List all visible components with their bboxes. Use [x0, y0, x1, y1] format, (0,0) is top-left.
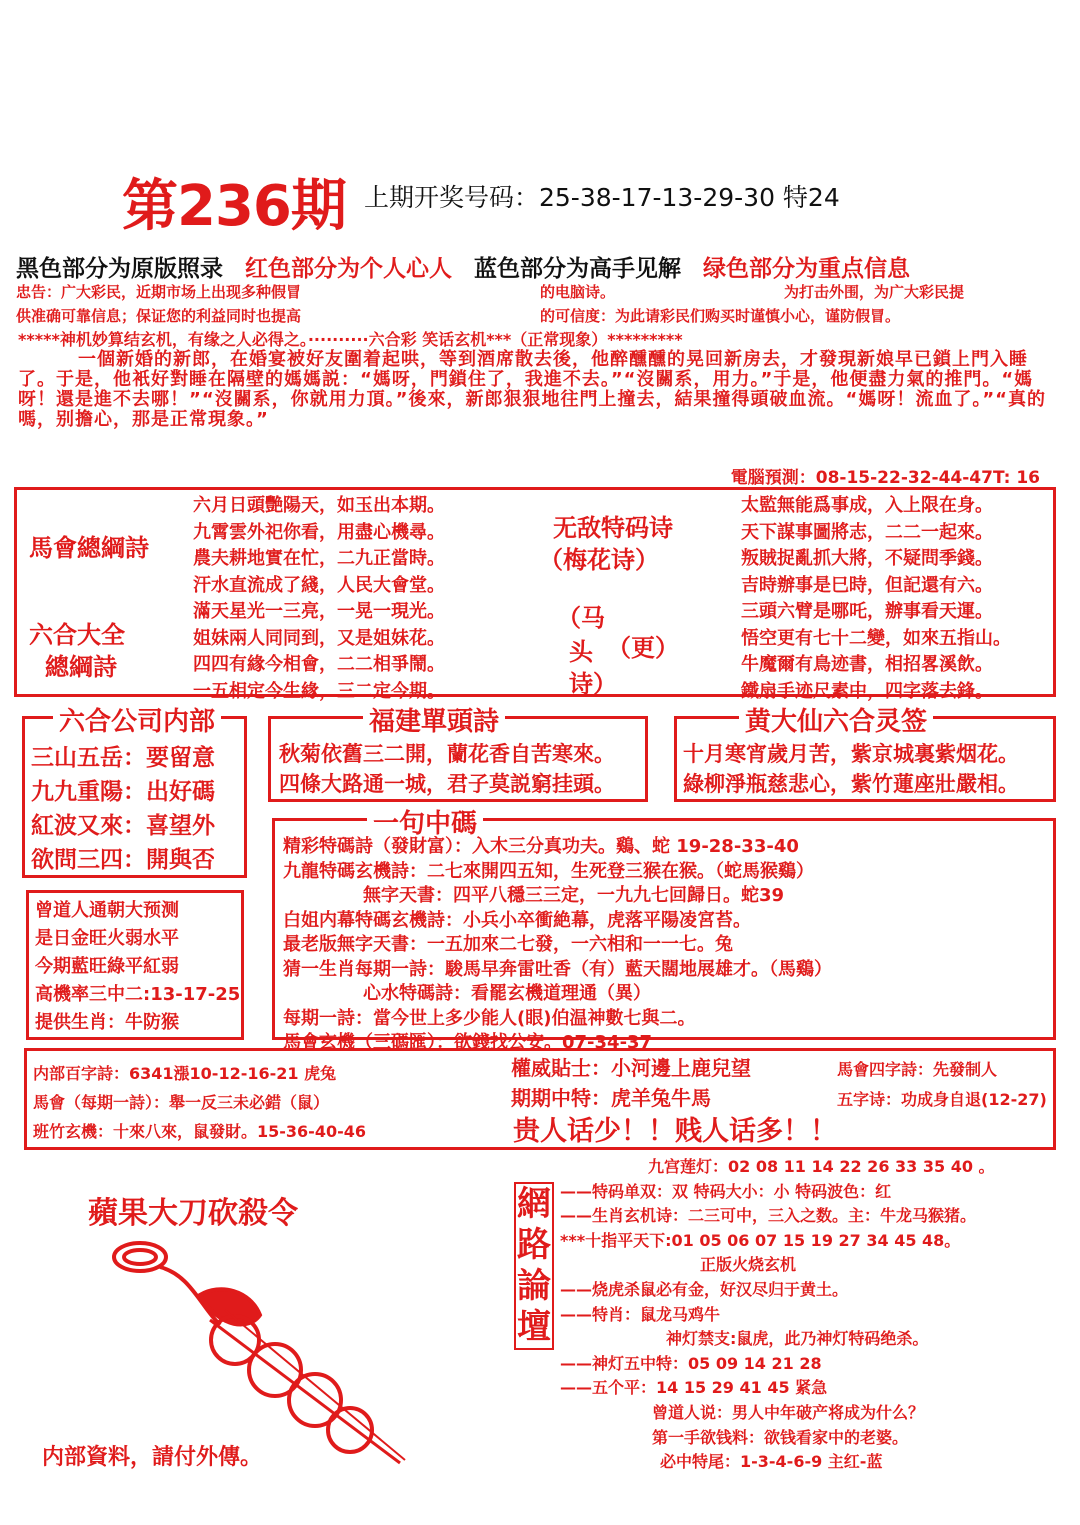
joke-story: 一個新婚的新郎，在婚宴被好友圍着起哄，等到酒席散去後，他醉醺醺的晃回新房去，才發現新娘早已鎖上門入睡了。于是，他衹好對睡在隔壁的媽媽説：“媽呀，門鎖住了，我進不去。”“沒關系，用力。”于是，他便盡力氣的推門。“媽呀！還是進不去哪！”“沒關系，你就用力頂。”後來，新郎狠狠地往門上撞去，結果撞得頭破血流。“媽呀！流血了。”“真的嗎，别擔心，那是正常現象。” — [18, 349, 1046, 430]
forum-line: 必中特尾：1-3-4-6-9 主红-蓝 — [660, 1452, 883, 1472]
middle-band — [24, 1048, 1056, 1150]
one-word-row: 馬會玄機（三碼匯）：欲錢找公安。07-34-37 — [283, 1032, 653, 1053]
company-box — [22, 707, 247, 878]
poem-title-2a: 六合大全 — [29, 621, 125, 649]
apple-footer: 内部資料，請付外傳。 — [42, 1445, 263, 1470]
legend-black: 黑色部分为原版照录 — [16, 256, 223, 282]
wong-rows — [683, 739, 1019, 799]
sword-icon — [114, 1243, 405, 1463]
middle-tips — [511, 1053, 751, 1113]
forum-line: ——特码单双：双 特码大小：小 特码波色：红 — [560, 1181, 892, 1201]
poem-line: 農夫耕地實在忙，二九正當時。 — [193, 548, 445, 569]
forum-line: 正版火烧玄机 — [700, 1255, 797, 1275]
forum-line: 第一手欲钱料：欲钱看家中的老婆。 — [652, 1427, 909, 1447]
color-legend — [16, 250, 924, 283]
poem-title-2b: 總綱詩 — [45, 653, 117, 681]
warning-row1-b: 的电脑诗。 — [540, 283, 616, 301]
one-word-row: 九龍特碼玄機詩：二七來開四五知，生死登三猴在猴。（蛇馬猴鷄） — [283, 860, 814, 882]
middle-tip: 期期中特：虎羊兔牛馬 — [511, 1086, 711, 1110]
poem-line: 牛魔爾有鳥迹書，相招畧溪飲。 — [741, 654, 993, 675]
company-title: 六合公司内部 — [53, 701, 221, 738]
company-row: 欲問三四：開與否 — [31, 847, 215, 873]
poem-center-title: 无敌特码诗 — [553, 514, 673, 542]
daoren-row: 是日金旺火弱水平 — [35, 928, 179, 949]
sword-illustration — [100, 1235, 420, 1470]
company-row: 紅波又來：喜望外 — [31, 813, 215, 839]
warning-row1-a: 忠告：广大彩民，近期市场上出现多种假冒 — [16, 283, 302, 301]
forum-line: 曾道人说：男人中年破产将成为什么？ — [652, 1402, 925, 1422]
forum-line: ***十指平天下:01 05 06 07 15 19 27 34 45 48。 — [560, 1230, 961, 1250]
legend-red: 红色部分为个人心人 — [245, 256, 453, 282]
poem-center-subtitle: （梅花诗） — [539, 546, 659, 574]
middle-right — [837, 1055, 1047, 1115]
legend-green: 绿色部分为重点信息 — [703, 256, 911, 282]
company-rows — [31, 741, 215, 877]
one-word-rows — [283, 835, 832, 1056]
poem-right-lines — [741, 493, 1011, 705]
forum-line: ——生肖玄机诗：二三可中，三入之数。主：牛龙马猴猪。 — [560, 1206, 977, 1226]
one-word-row: 猜一生肖每期一詩：駿馬早奔雷吐香（有）藍天闊地展雄才。（馬鷄） — [283, 958, 832, 980]
one-word-row: 最老版無字天書：一五加來二七發，一六相和一一七。兔 — [283, 934, 733, 955]
daoren-row: 今期藍旺綠平紅弱 — [35, 956, 179, 977]
middle-left-row: 班竹玄機：十來八來，鼠發財。15-36-40-46 — [33, 1122, 366, 1141]
one-word-box — [272, 809, 1056, 1053]
wong-row: 十月寒宵歲月苦，紫京城裏紫烟花。 — [683, 742, 1019, 766]
middle-right-row: 馬會四字詩：先發制人 — [837, 1060, 998, 1079]
wong-tai-sin-box — [674, 707, 1056, 802]
poem-line: 姐妹兩人同同到，又是姐妹花。 — [193, 627, 445, 649]
poem-center-d: 诗） — [569, 670, 617, 698]
company-row: 三山五岳：要留意 — [31, 745, 215, 771]
forum-lines — [560, 1155, 995, 1475]
forum-line: ——烧虎杀鼠必有金，好汉尽归于黄土。 — [560, 1279, 849, 1299]
joke-section — [18, 330, 1063, 430]
poem-line: 太監無能爲事成，入上限在身。 — [741, 495, 993, 516]
poem-line: 三頭六臂是哪吒，辦事看天運。 — [741, 601, 993, 622]
one-word-row: 精彩特碼詩（發財富）：入木三分真功夫。鷄、蛇 19-28-33-40 — [283, 836, 799, 857]
poem-title-1: 馬會總綱詩 — [29, 534, 149, 562]
forum-stamp-char: 路 — [517, 1225, 551, 1265]
fujian-row: 四條大路通一城，君子莫説窮挂頭。 — [279, 772, 615, 796]
poem-line: 鐵扇手迹尺素中，四字落去鋒。 — [741, 680, 993, 702]
daoren-row: 高機率三中二:13-17-25 — [35, 984, 241, 1005]
joke-header: *****神机妙算结玄机，有缘之人必得之。··········六合彩 笑话玄机***（正常现象）********* — [18, 330, 683, 349]
warning-row2-b: 的可信度：为此请彩民们购买时谨慎小心，谨防假冒。 — [540, 307, 901, 325]
one-word-row: 每期一詩：當今世上多少能人(眼)伯温神數七與二。 — [283, 1007, 696, 1029]
forum-line: 神灯禁支:鼠虎，此乃神灯特码绝杀。 — [666, 1329, 929, 1349]
warning-row1-c: 为打击外围，为广大彩民提 — [784, 283, 965, 301]
forum-stamp-char: 論 — [517, 1266, 551, 1306]
daoren-rows — [35, 897, 240, 1037]
forum-stamp — [514, 1182, 554, 1350]
forum-line: 九宫莲灯：02 08 11 14 22 26 33 35 40 。 — [648, 1157, 995, 1176]
poem-line: 九霄雲外祀你看，用盡心機尋。 — [193, 521, 445, 543]
poem-center-a: （马 — [557, 604, 605, 632]
poem-line: 六月日頭艷陽天，如玉出本期。 — [193, 495, 445, 516]
poem-center-b: 头 — [569, 638, 593, 666]
daoren-box — [26, 890, 244, 1040]
fujian-box — [268, 707, 648, 802]
forum-line: ——五个平：14 15 29 41 45 紧急 — [560, 1378, 828, 1398]
one-word-title: 一句中碼 — [367, 803, 483, 840]
fujian-rows — [279, 739, 615, 799]
issue-title: 第236期 — [122, 174, 346, 239]
forum-line: ——特肖：鼠龙马鸡牛 — [560, 1304, 721, 1324]
middle-left — [33, 1059, 366, 1146]
legend-blue: 蓝色部分为高手见解 — [474, 256, 682, 282]
forum-stamp-char: 壇 — [517, 1307, 551, 1347]
forum-line: ——神灯五中特：05 09 14 21 28 — [560, 1353, 822, 1373]
poem-center-c: （更） — [607, 634, 679, 662]
fujian-row: 秋菊依舊三二開，蘭花香自苦寒來。 — [279, 742, 615, 766]
one-word-row: 無字天書：四平八穩三三定，一九九七回歸日。蛇39 — [363, 885, 785, 906]
forum-stamp-char: 網 — [517, 1184, 551, 1224]
poem-line: 悟空更有七十二變，如來五指山。 — [741, 627, 1011, 649]
one-word-row: 心水特碼詩：看罷玄機道理通（異） — [363, 983, 651, 1004]
middle-left-row: 内部百字詩：6341漲10-12-16-21 虎兔 — [33, 1064, 337, 1083]
poem-line: 天下謀事圖將志，二二一起來。 — [741, 521, 993, 543]
middle-slogan: 贵人话少！！贱人话多！！ — [513, 1116, 837, 1147]
poem-line: 滿天星光一三亮，一晃一現光。 — [193, 601, 445, 622]
poem-line: 一五相定今生緣，三二定今期。 — [193, 680, 445, 702]
warning-row2-a: 供准确可靠信息；保证您的利益同时也提高 — [16, 307, 302, 325]
apple-title: 蘋果大刀砍殺令 — [88, 1196, 298, 1231]
daoren-row: 提供生肖：牛防猴 — [35, 1012, 179, 1033]
wong-row: 綠柳淨瓶慈悲心，紫竹蓮座壯嚴相。 — [683, 772, 1019, 796]
previous-draw-numbers: 上期开奖号码：25-38-17-13-29-30 特24 — [364, 183, 840, 212]
middle-right-row: 五字诗：功成身自退(12-27) — [837, 1090, 1047, 1109]
poem-line: 叛賊捉亂抓大將，不疑問季錢。 — [741, 548, 993, 569]
middle-tip: 權威貼士：小河邊上鹿兒望 — [511, 1056, 751, 1080]
poem-line: 四四有緣今相會，二二相爭鬧。 — [193, 654, 445, 675]
middle-left-row: 馬會（每期一詩）：舉一反三未必錯（鼠） — [33, 1093, 330, 1112]
fujian-title: 福建單頭詩 — [363, 701, 505, 738]
wong-title: 黄大仙六合灵签 — [739, 701, 933, 738]
daoren-title: 曾道人通朝大预测 — [35, 900, 179, 921]
poem-block — [14, 487, 1056, 702]
poem-line: 吉時辦事是巳時，但記還有六。 — [741, 574, 993, 596]
one-word-row: 白姐内幕特碼玄機詩：小兵小卒衝絶幕，虎落平陽凌宮苔。 — [283, 909, 751, 931]
computer-prediction: 電腦預測：08-15-22-32-44-47T: 16 — [730, 468, 1040, 488]
company-row: 九九重陽：出好碼 — [31, 779, 215, 805]
poem-line: 汗水直流成了綫，人民大會堂。 — [193, 574, 445, 596]
poem-left-lines — [193, 493, 445, 705]
